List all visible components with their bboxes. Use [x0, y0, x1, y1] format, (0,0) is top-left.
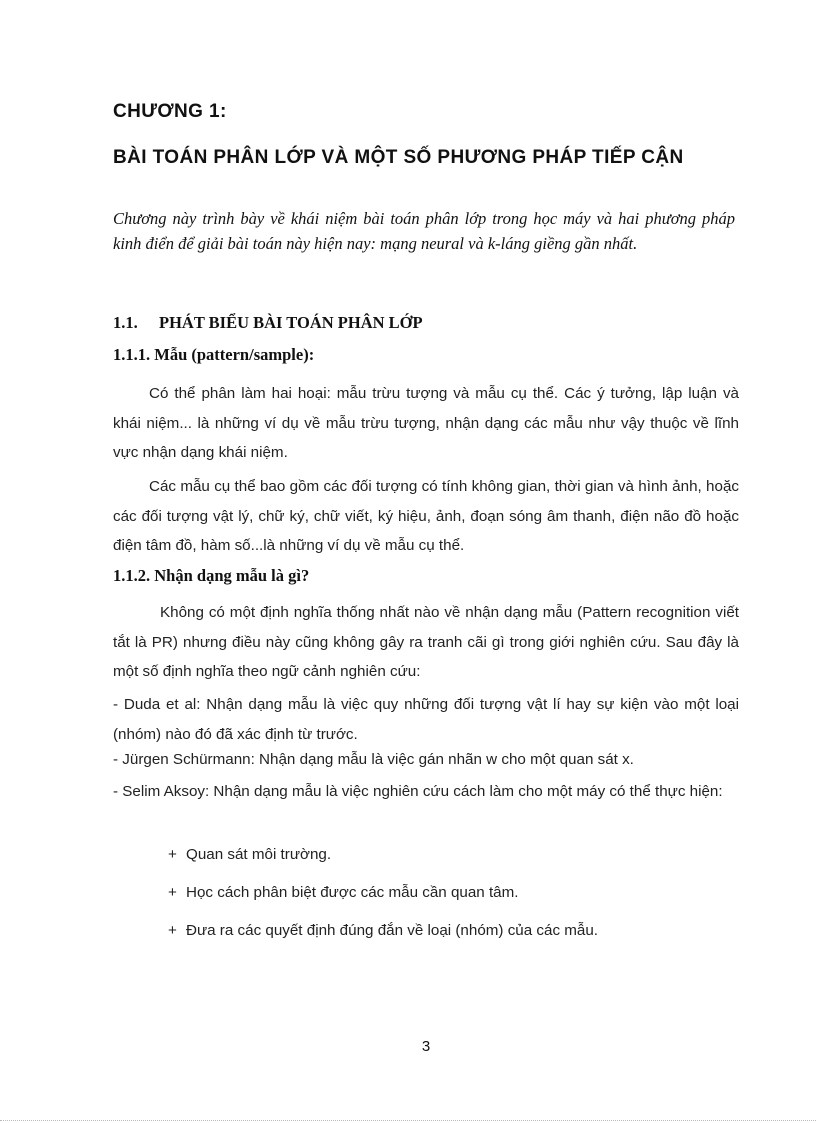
- paragraph-pattern-types: Có thể phân làm hai hoại: mẫu trừu tượng và mẫu cụ thể. Các ý tưởng, lập luận và khái niệm... là những ví dụ về mẫu trừu tượng, nhận dạng các mẫu như vậy thuộc về lĩnh vực nhận dạng khái niệm.: [113, 385, 739, 461]
- definition-schurmann: - Jürgen Schürmann: Nhận dạng mẫu là việc gán nhãn w cho một quan sát x.: [113, 751, 634, 768]
- subsection-heading-pattern: 1.1.1. Mẫu (pattern/sample):: [113, 345, 315, 364]
- chapter-label: CHƯƠNG 1:: [113, 101, 227, 122]
- section-title: PHÁT BIỂU BÀI TOÁN PHÂN LỚP: [159, 313, 423, 332]
- list-item-text: Quan sát môi trường.: [186, 846, 332, 863]
- subsection-heading-recognition: 1.1.2. Nhận dạng mẫu là gì?: [113, 566, 310, 585]
- section-heading: [113, 313, 423, 333]
- list-item: [168, 922, 598, 939]
- list-item-text: Đưa ra các quyết định đúng đắn về loại (nhóm) của các mẫu.: [186, 922, 599, 939]
- list-item-text: Học cách phân biệt được các mẫu cần quan tâm.: [186, 884, 519, 901]
- list-item: [168, 846, 331, 863]
- definition-aksoy: - Selim Aksoy: Nhận dạng mẫu là việc nghiên cứu cách làm cho một máy có thể thực hiện:: [113, 783, 723, 800]
- footer-divider: [0, 1120, 816, 1121]
- bullet-symbol: +: [168, 846, 177, 863]
- page-number: 3: [421, 1038, 431, 1055]
- section-number: 1.1.: [113, 313, 138, 332]
- paragraph-recognition-intro: Không có một định nghĩa thống nhất nào về nhận dạng mẫu (Pattern recognition viết tắt là PR) nhưng điều này cũng không gây ra tranh cãi gì trong giới nghiên cứu. Sau đây là một số định nghĩa theo ngữ cảnh nghiên cứu:: [113, 604, 739, 680]
- chapter-title: BÀI TOÁN PHÂN LỚP VÀ MỘT SỐ PHƯƠNG PHÁP TIẾP CẬN: [113, 147, 684, 168]
- list-item: [168, 884, 519, 901]
- bullet-symbol: +: [168, 884, 177, 901]
- definition-duda: - Duda et al: Nhận dạng mẫu là việc quy những đối tượng vật lí hay sự kiện vào một loại (nhóm) nào đó đã xác định từ trước.: [113, 696, 739, 743]
- chapter-intro: Chương này trình bày về khái niệm bài toán phân lớp trong học máy và hai phương pháp kinh điển để giải bài toán này hiện nay: mạng neural và k-láng giềng gần nhất.: [113, 209, 735, 253]
- paragraph-concrete-patterns: Các mẫu cụ thể bao gồm các đối tượng có tính không gian, thời gian và hình ảnh, hoặc các đối tượng vật lý, chữ ký, chữ viết, ký hiệu, ảnh, đoạn sóng âm thanh, điện não đồ hoặc điện tâm đồ, hàm số...là những ví dụ về mẫu cụ thể.: [113, 478, 739, 554]
- bullet-symbol: +: [168, 922, 177, 939]
